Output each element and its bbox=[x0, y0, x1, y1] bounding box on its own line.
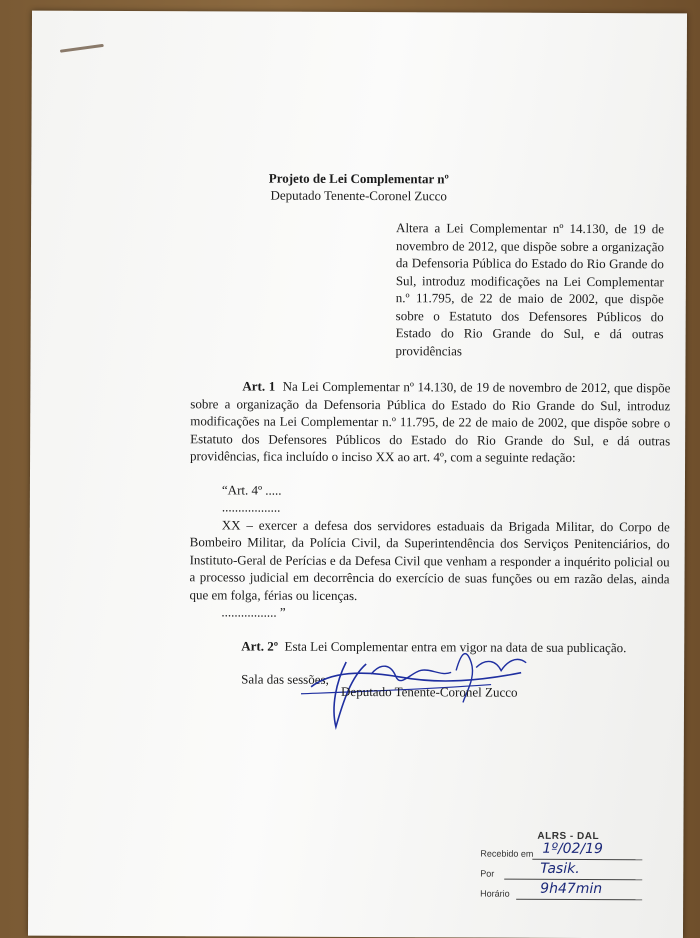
stamp-time-value: 9h47min bbox=[540, 880, 603, 898]
stamp-received-value: 1º/02/19 bbox=[542, 840, 603, 858]
stamp-title: ALRS - DAL bbox=[537, 830, 600, 843]
closing-line: Sala das sessões, bbox=[241, 671, 329, 687]
article-2-label: Art. 2º bbox=[241, 637, 279, 654]
stamp-by-value: Tasik. bbox=[540, 860, 580, 877]
stamp-received-label: Recebido em bbox=[480, 848, 534, 859]
article-1-text: Na Lei Complementar nº 14.130, de 19 de novembro de 2012, que dispõe sobre a organização da Defensoria Pública do Estado do Rio Grande do Sul, introduz modificações na Lei Complementar n.º 11.795, de 22 de maio de 2002, que dispõe sobre o Estatuto dos Defensores Públicos do Estado do Rio Grande do Sul, e dá outras providências, fica incluído o inciso XX ao art. 4º, com a seguinte redação: bbox=[190, 378, 671, 465]
ementa-summary: Altera a Lei Complementar nº 14.130, de 19 de novembro de 2012, que dispõe sobre a organização da Defensoria Pública do Estado do Rio Grande do Sul, introduz modificações na Lei Complementar n.º 11.795, de 22 de maio de 2002, que dispõe sobre o Estatuto dos Defensores Públicos do Estado do Rio Grande do Sul, e dá outras providências bbox=[395, 220, 665, 358]
bill-title: Projeto de Lei Complementar nº bbox=[268, 170, 449, 187]
ellipsis-line-1: .................. bbox=[221, 499, 281, 515]
staple-mark bbox=[60, 44, 104, 53]
article-1 bbox=[190, 377, 670, 467]
document-page bbox=[28, 11, 687, 938]
bill-author: Deputado Tenente-Coronel Zucco bbox=[270, 187, 447, 204]
inciso-xx: XX – exercer a defesa dos servidores estaduais da Brigada Militar, do Corpo de Bombeiro Militar, da Polícia Civil, da Superintendência dos Serviços Penitenciários, do Instituto-Geral de Perícias e da Defesa Civil que venham a responder a inquérito policial ou a processo judicial em decorrência do exercício de suas funções ou em razão delas, ainda que em folga, férias ou licenças. bbox=[189, 516, 670, 603]
signatory-name: Deputado Tenente-Coronel Zucco bbox=[341, 683, 518, 700]
stamp-time-label: Horário bbox=[480, 888, 510, 899]
article-2-text: Esta Lei Complementar entra em vigor na data de sua publicação. bbox=[284, 638, 627, 655]
handwritten-signature bbox=[291, 632, 541, 733]
quoted-article-4: “Art. 4º ..... bbox=[221, 481, 282, 498]
stamp-by-label: Por bbox=[480, 868, 495, 879]
reception-stamp bbox=[480, 831, 680, 912]
article-1-label: Art. 1 bbox=[242, 378, 276, 394]
document-header bbox=[31, 169, 686, 206]
ellipsis-line-2: ................. ” bbox=[221, 604, 286, 620]
